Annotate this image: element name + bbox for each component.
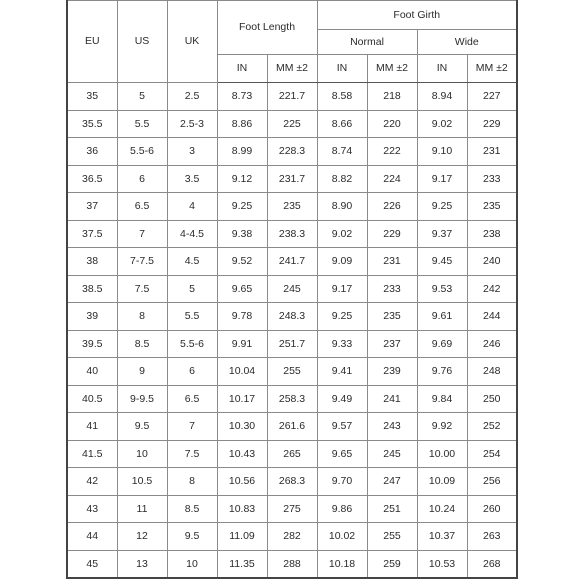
cell-wide-in: 10.53 [417, 550, 467, 578]
cell-normal-in: 9.25 [317, 303, 367, 331]
cell-wide-mm: 227 [467, 83, 517, 111]
cell-normal-in: 9.70 [317, 468, 367, 496]
table-body [67, 83, 517, 579]
cell-normal-mm: 243 [367, 413, 417, 441]
cell-wide-in: 9.02 [417, 110, 467, 138]
cell-wide-mm: 229 [467, 110, 517, 138]
table-row [67, 523, 517, 551]
header-wide-mm: MM ±2 [467, 55, 517, 83]
cell-wide-mm: 254 [467, 440, 517, 468]
cell-us: 11 [117, 495, 167, 523]
cell-normal-mm: 229 [367, 220, 417, 248]
header-foot-length: Foot Length [217, 1, 317, 55]
cell-us: 10 [117, 440, 167, 468]
cell-eu: 42 [67, 468, 117, 496]
cell-wide-in: 9.61 [417, 303, 467, 331]
cell-normal-in: 9.57 [317, 413, 367, 441]
header-normal: Normal [317, 30, 417, 55]
cell-us: 5.5 [117, 110, 167, 138]
table-row [67, 110, 517, 138]
header-length-in: IN [217, 55, 267, 83]
cell-eu: 37 [67, 193, 117, 221]
cell-us: 10.5 [117, 468, 167, 496]
cell-normal-in: 9.49 [317, 385, 367, 413]
cell-length-mm: 221.7 [267, 83, 317, 111]
cell-length-mm: 238.3 [267, 220, 317, 248]
cell-eu: 37.5 [67, 220, 117, 248]
header-uk: UK [167, 1, 217, 83]
cell-uk: 8 [167, 468, 217, 496]
cell-wide-mm: 233 [467, 165, 517, 193]
header-foot-girth: Foot Girth [317, 1, 517, 30]
cell-eu: 38.5 [67, 275, 117, 303]
cell-wide-in: 9.53 [417, 275, 467, 303]
cell-eu: 39 [67, 303, 117, 331]
cell-wide-mm: 260 [467, 495, 517, 523]
cell-length-mm: 265 [267, 440, 317, 468]
cell-normal-mm: 255 [367, 523, 417, 551]
cell-us: 7 [117, 220, 167, 248]
header-eu: EU [67, 1, 117, 83]
cell-length-in: 9.25 [217, 193, 267, 221]
cell-eu: 35.5 [67, 110, 117, 138]
header-length-mm: MM ±2 [267, 55, 317, 83]
cell-uk: 7.5 [167, 440, 217, 468]
cell-uk: 6 [167, 358, 217, 386]
cell-eu: 43 [67, 495, 117, 523]
size-chart-table [66, 0, 518, 579]
cell-wide-in: 9.92 [417, 413, 467, 441]
cell-wide-mm: 244 [467, 303, 517, 331]
header-normal-mm: MM ±2 [367, 55, 417, 83]
cell-us: 9.5 [117, 413, 167, 441]
cell-eu: 40.5 [67, 385, 117, 413]
cell-normal-mm: 259 [367, 550, 417, 578]
cell-normal-mm: 231 [367, 248, 417, 276]
cell-uk: 2.5 [167, 83, 217, 111]
cell-length-in: 11.35 [217, 550, 267, 578]
cell-wide-in: 10.37 [417, 523, 467, 551]
cell-uk: 9.5 [167, 523, 217, 551]
cell-normal-mm: 237 [367, 330, 417, 358]
table-row [67, 440, 517, 468]
cell-normal-in: 10.02 [317, 523, 367, 551]
cell-normal-in: 8.82 [317, 165, 367, 193]
cell-uk: 2.5-3 [167, 110, 217, 138]
cell-length-in: 9.78 [217, 303, 267, 331]
cell-length-mm: 261.6 [267, 413, 317, 441]
table-row [67, 165, 517, 193]
cell-us: 5 [117, 83, 167, 111]
cell-wide-in: 9.25 [417, 193, 467, 221]
cell-wide-mm: 246 [467, 330, 517, 358]
cell-length-in: 9.91 [217, 330, 267, 358]
cell-us: 8.5 [117, 330, 167, 358]
cell-length-in: 11.09 [217, 523, 267, 551]
cell-normal-mm: 224 [367, 165, 417, 193]
cell-eu: 41 [67, 413, 117, 441]
table-row [67, 220, 517, 248]
cell-normal-in: 9.86 [317, 495, 367, 523]
cell-wide-in: 10.00 [417, 440, 467, 468]
cell-length-mm: 241.7 [267, 248, 317, 276]
cell-wide-mm: 240 [467, 248, 517, 276]
cell-length-mm: 231.7 [267, 165, 317, 193]
cell-normal-mm: 218 [367, 83, 417, 111]
cell-length-mm: 268.3 [267, 468, 317, 496]
cell-length-mm: 288 [267, 550, 317, 578]
table-row [67, 358, 517, 386]
cell-normal-in: 9.33 [317, 330, 367, 358]
cell-wide-in: 9.45 [417, 248, 467, 276]
cell-normal-mm: 235 [367, 303, 417, 331]
header-normal-in: IN [317, 55, 367, 83]
cell-length-in: 8.73 [217, 83, 267, 111]
table-row [67, 550, 517, 578]
cell-length-mm: 235 [267, 193, 317, 221]
cell-eu: 39.5 [67, 330, 117, 358]
header-wide: Wide [417, 30, 517, 55]
cell-wide-mm: 235 [467, 193, 517, 221]
cell-uk: 3 [167, 138, 217, 166]
cell-us: 6 [117, 165, 167, 193]
cell-wide-mm: 231 [467, 138, 517, 166]
cell-uk: 5 [167, 275, 217, 303]
cell-length-in: 10.56 [217, 468, 267, 496]
cell-wide-mm: 238 [467, 220, 517, 248]
cell-uk: 4.5 [167, 248, 217, 276]
header-us: US [117, 1, 167, 83]
cell-wide-in: 10.24 [417, 495, 467, 523]
cell-normal-in: 8.66 [317, 110, 367, 138]
cell-length-mm: 248.3 [267, 303, 317, 331]
cell-normal-mm: 220 [367, 110, 417, 138]
cell-uk: 4-4.5 [167, 220, 217, 248]
cell-wide-mm: 250 [467, 385, 517, 413]
cell-wide-in: 9.76 [417, 358, 467, 386]
cell-normal-mm: 251 [367, 495, 417, 523]
cell-length-mm: 275 [267, 495, 317, 523]
cell-us: 7-7.5 [117, 248, 167, 276]
cell-uk: 6.5 [167, 385, 217, 413]
cell-length-mm: 228.3 [267, 138, 317, 166]
cell-normal-in: 9.41 [317, 358, 367, 386]
table-row [67, 248, 517, 276]
cell-eu: 44 [67, 523, 117, 551]
cell-length-mm: 258.3 [267, 385, 317, 413]
cell-wide-mm: 268 [467, 550, 517, 578]
table-row [67, 138, 517, 166]
cell-eu: 35 [67, 83, 117, 111]
cell-length-in: 8.99 [217, 138, 267, 166]
cell-uk: 4 [167, 193, 217, 221]
cell-us: 13 [117, 550, 167, 578]
cell-wide-in: 8.94 [417, 83, 467, 111]
table-row [67, 83, 517, 111]
cell-eu: 40 [67, 358, 117, 386]
cell-us: 9-9.5 [117, 385, 167, 413]
table-row [67, 495, 517, 523]
table-row [67, 468, 517, 496]
cell-length-mm: 251.7 [267, 330, 317, 358]
cell-length-in: 10.83 [217, 495, 267, 523]
table-row [67, 330, 517, 358]
cell-wide-mm: 256 [467, 468, 517, 496]
cell-length-mm: 255 [267, 358, 317, 386]
cell-length-mm: 245 [267, 275, 317, 303]
cell-normal-mm: 241 [367, 385, 417, 413]
cell-uk: 8.5 [167, 495, 217, 523]
cell-wide-mm: 248 [467, 358, 517, 386]
cell-wide-mm: 242 [467, 275, 517, 303]
header-wide-in: IN [417, 55, 467, 83]
cell-eu: 38 [67, 248, 117, 276]
cell-uk: 5.5-6 [167, 330, 217, 358]
cell-length-mm: 282 [267, 523, 317, 551]
cell-us: 7.5 [117, 275, 167, 303]
cell-uk: 7 [167, 413, 217, 441]
cell-length-in: 10.04 [217, 358, 267, 386]
cell-us: 6.5 [117, 193, 167, 221]
cell-wide-in: 9.17 [417, 165, 467, 193]
cell-us: 8 [117, 303, 167, 331]
cell-normal-in: 8.90 [317, 193, 367, 221]
cell-length-in: 9.12 [217, 165, 267, 193]
cell-normal-mm: 233 [367, 275, 417, 303]
cell-normal-mm: 247 [367, 468, 417, 496]
cell-us: 5.5-6 [117, 138, 167, 166]
table-row [67, 193, 517, 221]
table-row [67, 413, 517, 441]
cell-length-mm: 225 [267, 110, 317, 138]
cell-normal-in: 10.18 [317, 550, 367, 578]
cell-length-in: 10.30 [217, 413, 267, 441]
cell-normal-in: 8.58 [317, 83, 367, 111]
table-row [67, 385, 517, 413]
cell-normal-in: 9.02 [317, 220, 367, 248]
cell-length-in: 10.17 [217, 385, 267, 413]
table-row [67, 303, 517, 331]
cell-wide-mm: 263 [467, 523, 517, 551]
cell-length-in: 8.86 [217, 110, 267, 138]
cell-eu: 36 [67, 138, 117, 166]
cell-wide-in: 9.37 [417, 220, 467, 248]
cell-eu: 36.5 [67, 165, 117, 193]
cell-wide-in: 10.09 [417, 468, 467, 496]
cell-normal-in: 8.74 [317, 138, 367, 166]
cell-length-in: 9.52 [217, 248, 267, 276]
cell-wide-in: 9.84 [417, 385, 467, 413]
cell-wide-in: 9.69 [417, 330, 467, 358]
cell-us: 12 [117, 523, 167, 551]
cell-wide-mm: 252 [467, 413, 517, 441]
cell-normal-in: 9.09 [317, 248, 367, 276]
cell-normal-mm: 239 [367, 358, 417, 386]
cell-uk: 3.5 [167, 165, 217, 193]
cell-normal-mm: 226 [367, 193, 417, 221]
cell-length-in: 9.38 [217, 220, 267, 248]
cell-eu: 45 [67, 550, 117, 578]
cell-us: 9 [117, 358, 167, 386]
cell-uk: 10 [167, 550, 217, 578]
cell-normal-in: 9.17 [317, 275, 367, 303]
cell-normal-in: 9.65 [317, 440, 367, 468]
cell-normal-mm: 222 [367, 138, 417, 166]
cell-wide-in: 9.10 [417, 138, 467, 166]
cell-uk: 5.5 [167, 303, 217, 331]
table-row [67, 275, 517, 303]
cell-normal-mm: 245 [367, 440, 417, 468]
cell-length-in: 9.65 [217, 275, 267, 303]
table-header [67, 1, 517, 83]
cell-length-in: 10.43 [217, 440, 267, 468]
cell-eu: 41.5 [67, 440, 117, 468]
